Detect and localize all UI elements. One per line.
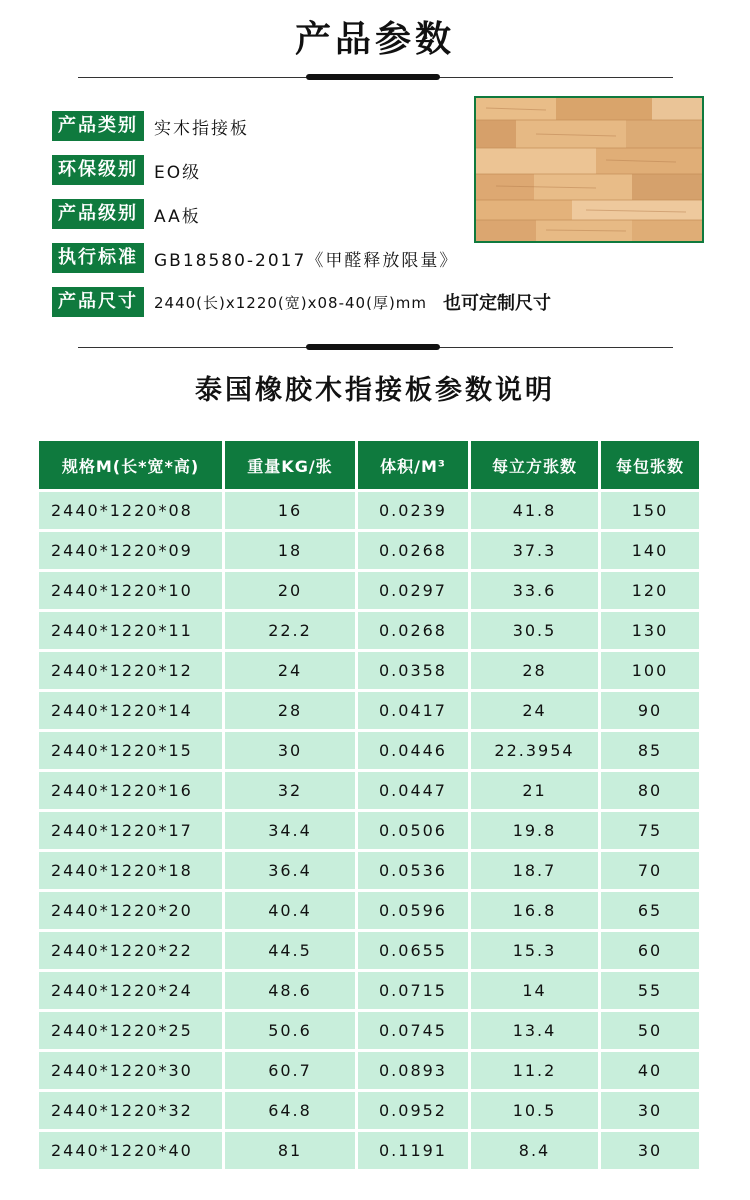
table-row	[39, 852, 699, 889]
table-cell: 2440*1220*40	[39, 1132, 222, 1169]
table-cell: 0.0655	[358, 932, 468, 969]
table-cell: 8.4	[471, 1132, 598, 1169]
table-row	[39, 652, 699, 689]
table-cell: 48.6	[225, 972, 355, 1009]
table-cell: 2440*1220*17	[39, 812, 222, 849]
column-header: 体积/M³	[358, 441, 468, 489]
spec-value: GB18580-2017《甲醛释放限量》	[154, 250, 459, 271]
table-row	[39, 1132, 699, 1169]
divider-accent	[306, 344, 440, 350]
table-row	[39, 692, 699, 729]
spec-label: 产品尺寸	[52, 287, 144, 317]
table-row	[39, 772, 699, 809]
table-cell: 2440*1220*30	[39, 1052, 222, 1089]
table-cell: 140	[601, 532, 699, 569]
table-cell: 2440*1220*18	[39, 852, 222, 889]
spec-label: 执行标准	[52, 243, 144, 273]
spec-label: 产品类别	[52, 111, 144, 141]
column-header: 重量KG/张	[225, 441, 355, 489]
table-cell: 0.0506	[358, 812, 468, 849]
table-cell: 11.2	[471, 1052, 598, 1089]
table-cell: 50	[601, 1012, 699, 1049]
table-cell: 30.5	[471, 612, 598, 649]
table-cell: 2440*1220*11	[39, 612, 222, 649]
column-header: 每立方张数	[471, 441, 598, 489]
table-cell: 75	[601, 812, 699, 849]
table-cell: 2440*1220*08	[39, 492, 222, 529]
table-row	[39, 1012, 699, 1049]
table-cell: 2440*1220*32	[39, 1092, 222, 1129]
table-cell: 2440*1220*25	[39, 1012, 222, 1049]
column-header: 每包张数	[601, 441, 699, 489]
wood-board-image	[474, 96, 704, 243]
table-header-row	[39, 441, 699, 489]
table-cell: 2440*1220*12	[39, 652, 222, 689]
table-cell: 60.7	[225, 1052, 355, 1089]
table-cell: 70	[601, 852, 699, 889]
table-cell: 2440*1220*10	[39, 572, 222, 609]
table-cell: 81	[225, 1132, 355, 1169]
table-cell: 2440*1220*09	[39, 532, 222, 569]
table-cell: 0.0268	[358, 532, 468, 569]
table-row	[39, 492, 699, 529]
table-cell: 30	[225, 732, 355, 769]
table-cell: 55	[601, 972, 699, 1009]
table-row	[39, 532, 699, 569]
table-cell: 0.0893	[358, 1052, 468, 1089]
table-cell: 130	[601, 612, 699, 649]
table-cell: 28	[471, 652, 598, 689]
spec-row-standard	[52, 243, 458, 273]
table-cell: 24	[471, 692, 598, 729]
table-cell: 85	[601, 732, 699, 769]
table-cell: 15.3	[471, 932, 598, 969]
spec-label: 产品级别	[52, 199, 144, 229]
spec-value: AA板	[154, 206, 201, 227]
spec-value: 实木指接板	[154, 118, 249, 139]
table-cell: 2440*1220*14	[39, 692, 222, 729]
divider-accent	[306, 74, 440, 80]
table-cell: 16	[225, 492, 355, 529]
table-cell: 24	[225, 652, 355, 689]
spec-value: EO级	[154, 162, 202, 183]
table-cell: 18	[225, 532, 355, 569]
table-cell: 80	[601, 772, 699, 809]
spec-value: 2440(长)x1220(宽)x08-40(厚)mm	[154, 293, 428, 312]
spec-row-eco-grade	[52, 155, 201, 185]
spec-row-category	[52, 111, 249, 141]
table-cell: 50.6	[225, 1012, 355, 1049]
table-cell: 0.0536	[358, 852, 468, 889]
table-cell: 33.6	[471, 572, 598, 609]
table-cell: 2440*1220*16	[39, 772, 222, 809]
table-cell: 2440*1220*20	[39, 892, 222, 929]
table-cell: 0.0268	[358, 612, 468, 649]
table-cell: 0.1191	[358, 1132, 468, 1169]
table-row	[39, 892, 699, 929]
spec-row-product-grade	[52, 199, 201, 229]
table-cell: 32	[225, 772, 355, 809]
spec-label: 环保级别	[52, 155, 144, 185]
table-cell: 18.7	[471, 852, 598, 889]
table-cell: 60	[601, 932, 699, 969]
table-cell: 44.5	[225, 932, 355, 969]
column-header: 规格M(长*宽*高)	[39, 441, 222, 489]
table-cell: 41.8	[471, 492, 598, 529]
table-cell: 2440*1220*22	[39, 932, 222, 969]
table-cell: 150	[601, 492, 699, 529]
table-cell: 30	[601, 1132, 699, 1169]
table-cell: 34.4	[225, 812, 355, 849]
table-row	[39, 732, 699, 769]
table-cell: 65	[601, 892, 699, 929]
table-row	[39, 572, 699, 609]
spec-row-size	[52, 287, 551, 317]
spec-extra-note: 也可定制尺寸	[443, 293, 552, 314]
table-cell: 28	[225, 692, 355, 729]
table-cell: 36.4	[225, 852, 355, 889]
parameter-table	[36, 438, 702, 1172]
table-cell: 0.0596	[358, 892, 468, 929]
table-row	[39, 972, 699, 1009]
table-cell: 2440*1220*15	[39, 732, 222, 769]
table-cell: 0.0297	[358, 572, 468, 609]
table-cell: 0.0952	[358, 1092, 468, 1129]
table-row	[39, 932, 699, 969]
table-cell: 21	[471, 772, 598, 809]
table-cell: 10.5	[471, 1092, 598, 1129]
table-cell: 14	[471, 972, 598, 1009]
table-cell: 0.0446	[358, 732, 468, 769]
table-cell: 22.2	[225, 612, 355, 649]
table-cell: 13.4	[471, 1012, 598, 1049]
table-cell: 0.0715	[358, 972, 468, 1009]
table-cell: 100	[601, 652, 699, 689]
table-cell: 2440*1220*24	[39, 972, 222, 1009]
table-row	[39, 1092, 699, 1129]
table-row	[39, 1052, 699, 1089]
table-cell: 20	[225, 572, 355, 609]
table-cell: 30	[601, 1092, 699, 1129]
table-cell: 0.0447	[358, 772, 468, 809]
table-cell: 0.0417	[358, 692, 468, 729]
table-cell: 19.8	[471, 812, 598, 849]
table-cell: 0.0358	[358, 652, 468, 689]
table-cell: 120	[601, 572, 699, 609]
table-cell: 0.0239	[358, 492, 468, 529]
table-cell: 0.0745	[358, 1012, 468, 1049]
section-title: 泰国橡胶木指接板参数说明	[195, 375, 555, 406]
table-cell: 37.3	[471, 532, 598, 569]
table-cell: 90	[601, 692, 699, 729]
table-cell: 40.4	[225, 892, 355, 929]
table-cell: 64.8	[225, 1092, 355, 1129]
table-cell: 16.8	[471, 892, 598, 929]
table-cell: 40	[601, 1052, 699, 1089]
table-row	[39, 612, 699, 649]
table-row	[39, 812, 699, 849]
table-cell: 22.3954	[471, 732, 598, 769]
page-title: 产品参数	[294, 19, 455, 60]
